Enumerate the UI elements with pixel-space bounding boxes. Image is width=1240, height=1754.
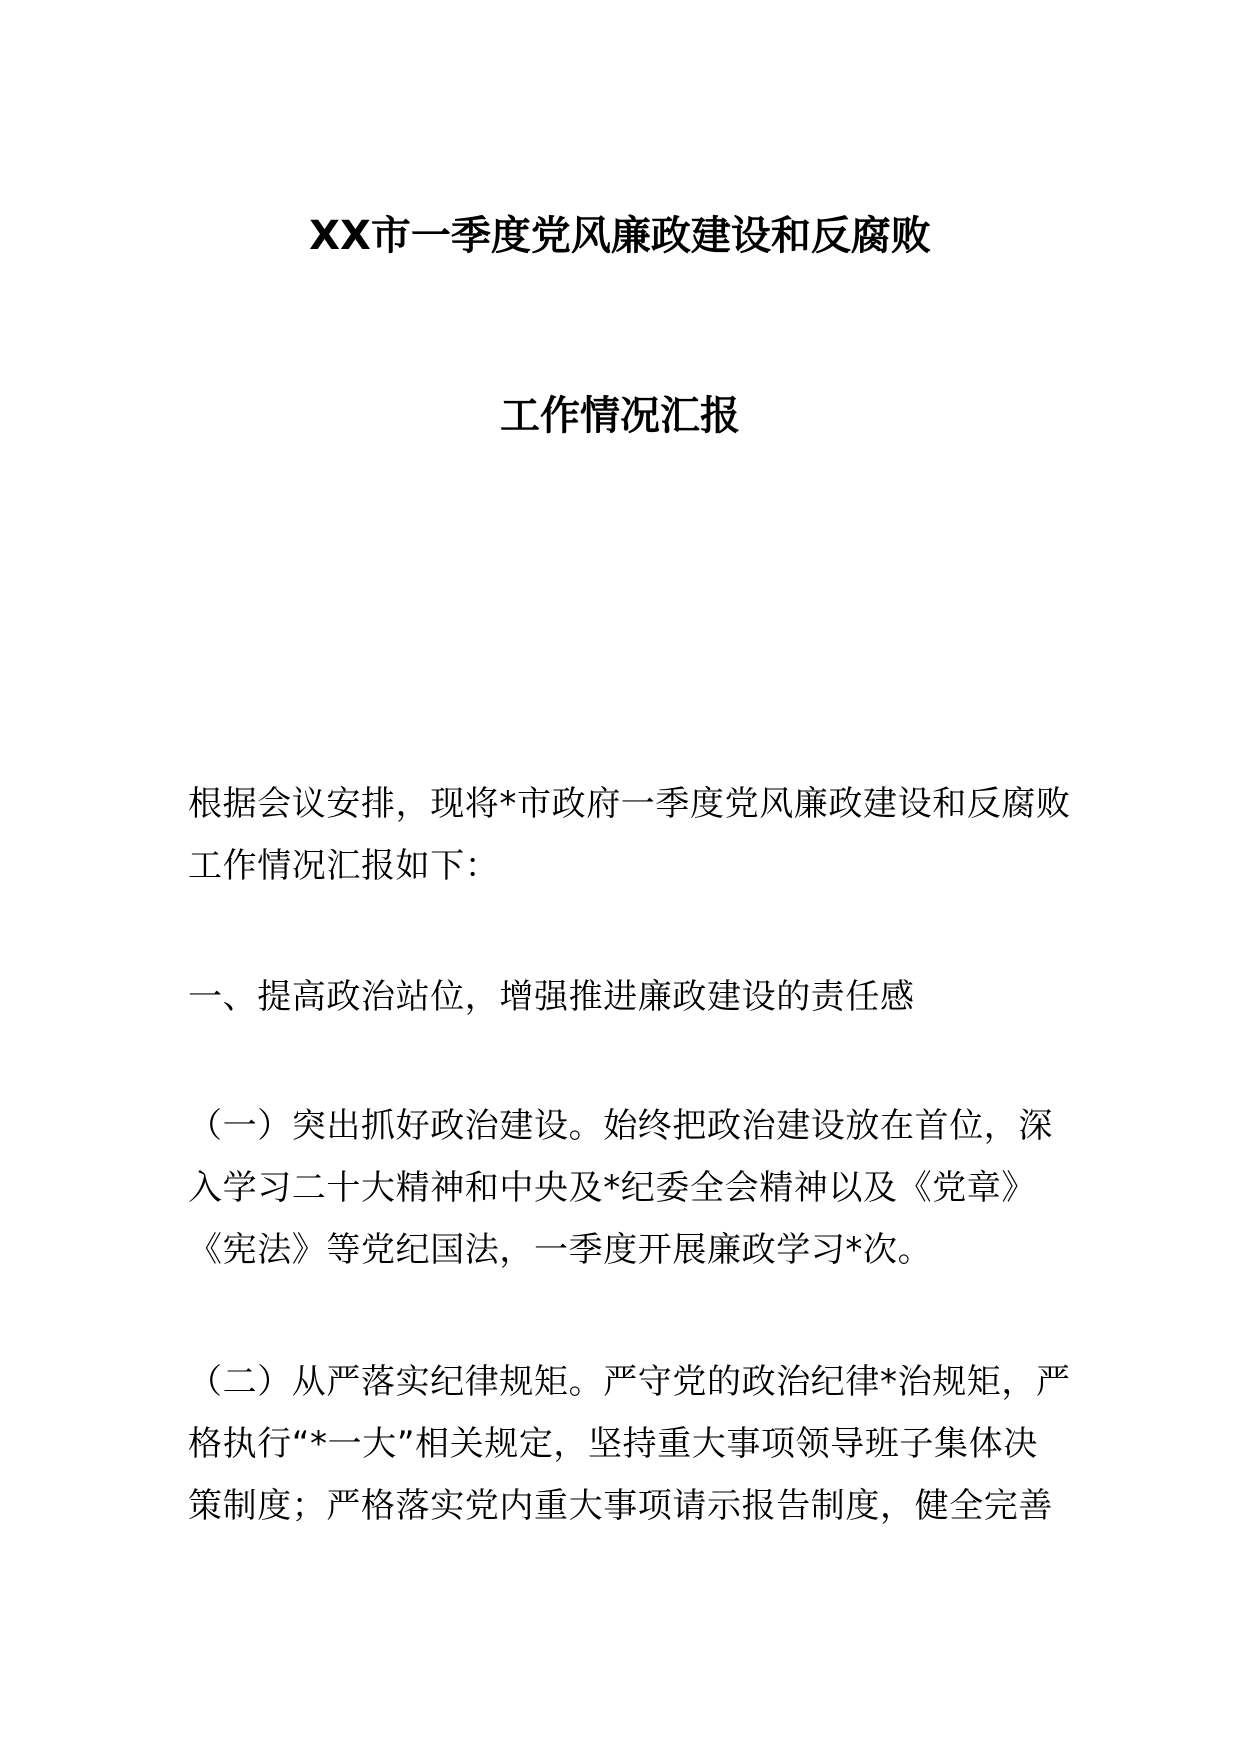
subsection-2-paragraph xyxy=(188,1351,1071,1537)
section-1-heading xyxy=(188,966,1058,1028)
subsection-1-line: （一）突出抓好政治建设。始终把政治建设放在首位，深 xyxy=(188,1106,1053,1146)
intro-line: 工作情况汇报如下： xyxy=(188,846,500,886)
subsection-2-line: （二）从严落实纪律规矩。严守党的政治纪律*治规矩，严 xyxy=(188,1362,1071,1402)
document-title-line-2: 工作情况汇报 xyxy=(500,393,740,439)
section-heading-text: 一、提高政治站位，增强推进廉政建设的责任感 xyxy=(188,977,915,1017)
intro-paragraph xyxy=(188,773,1071,897)
intro-line: 根据会议安排，现将*市政府一季度党风廉政建设和反腐败 xyxy=(188,784,1071,824)
document-title-line-1: XX市一季度党风廉政建设和反腐败 xyxy=(309,213,931,259)
subsection-1-line: 《宪法》等党纪国法，一季度开展廉政学习*次。 xyxy=(188,1230,933,1270)
subsection-1-line: 入学习二十大精神和中央及*纪委全会精神以及《党章》 xyxy=(188,1168,1036,1208)
subsection-1-paragraph xyxy=(188,1095,1058,1281)
subsection-2-line: 格执行“*一大”相关规定，坚持重大事项领导班子集体决 xyxy=(188,1424,1038,1464)
subsection-2-line: 策制度；严格落实党内重大事项请示报告制度，健全完善 xyxy=(188,1486,1053,1526)
